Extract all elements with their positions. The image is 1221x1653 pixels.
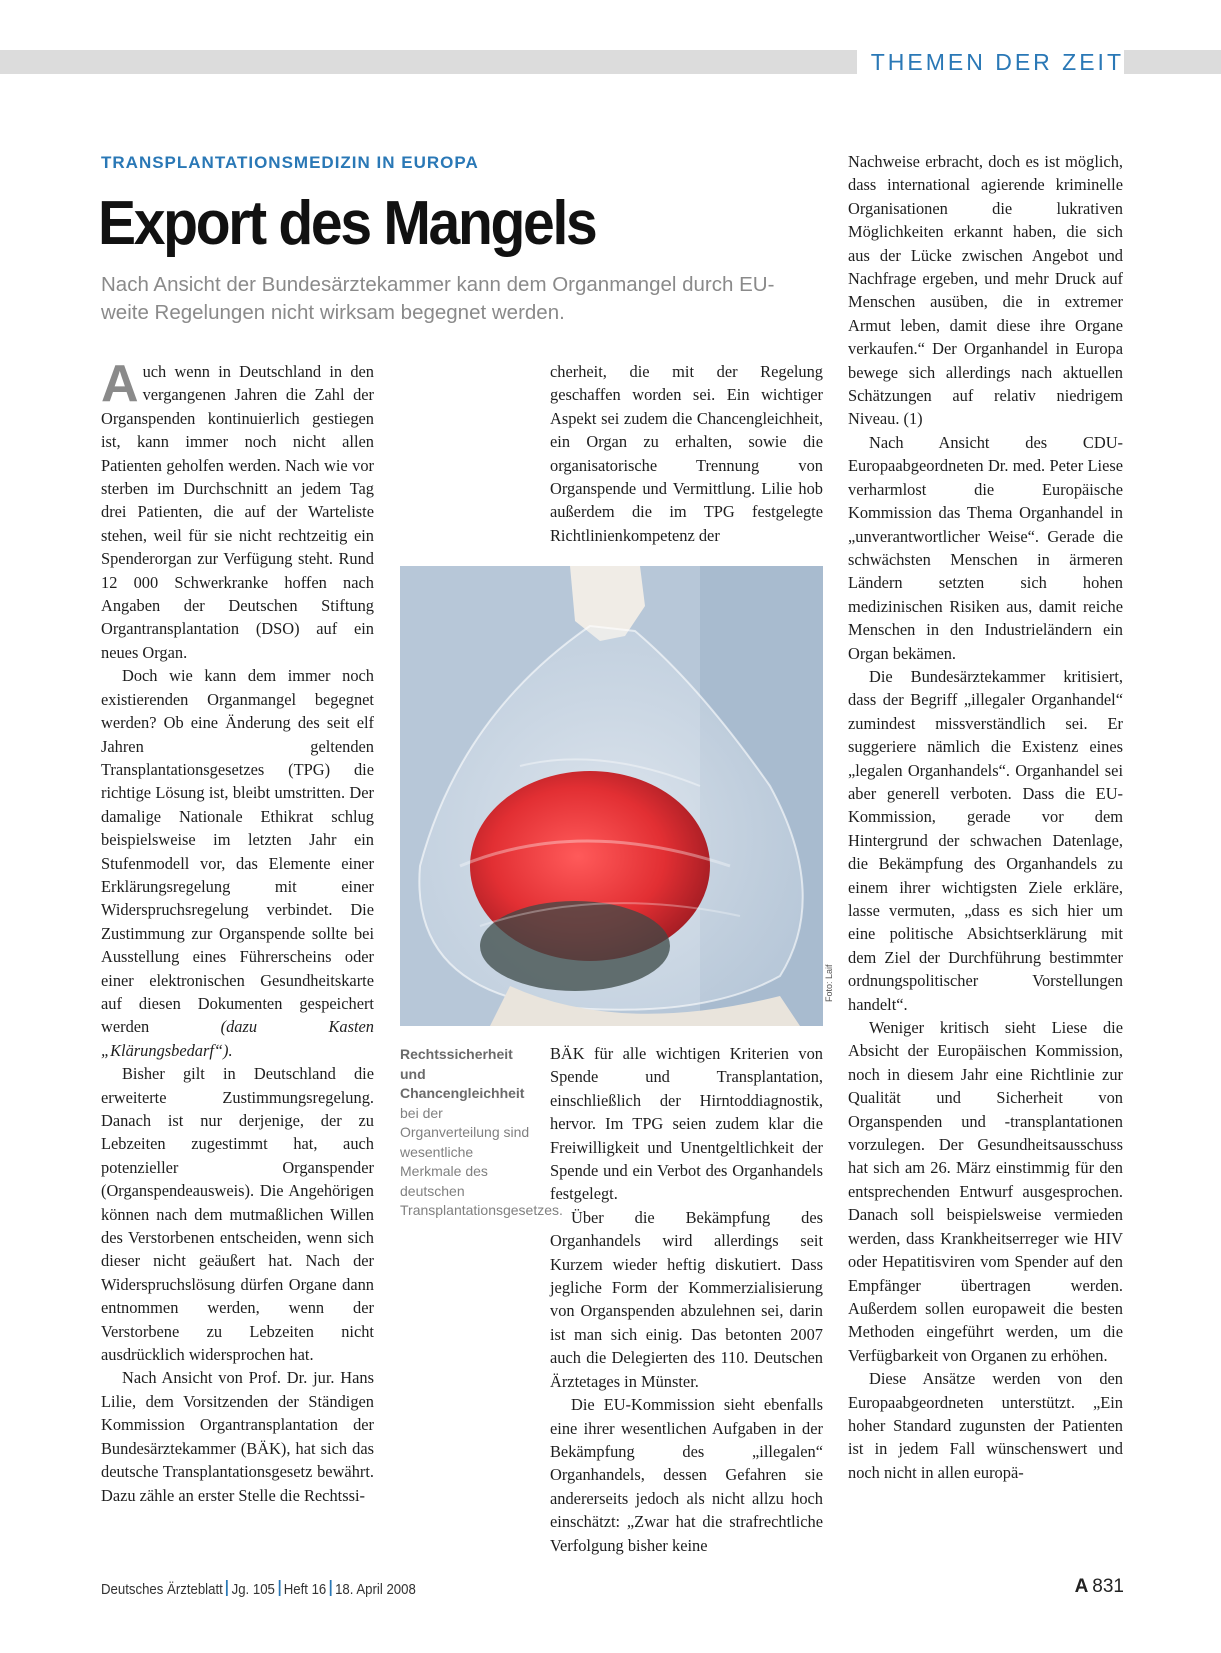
paragraph xyxy=(101,664,374,1062)
paragraph: Nach Ansicht des CDU-Europaabgeordneten Dr. med. Peter Liese verharmlost die Europäische Kommission das Thema Organhandel in „unverantwortlicher Weise“. Gerade die schwächsten Menschen in ärmeren Ländern setzten sich hohen medizinischen Risiken aus, damit reiche Menschen in den Industrieländern ein Organ bekämen. xyxy=(848,432,1123,663)
paragraph: BÄK für alle wichtigen Kriterien von Spende und Transplantation, einschließlich der Hirntoddiagnostik, hervor. Im TPG seien zudem klar die Freiwilligkeit und Unentgeltlichkeit der Spende und ein Verbot des Organhandels festgelegt. xyxy=(550,1044,823,1204)
box-reference: (dazu Kasten „Klärungsbedarf“). xyxy=(101,1017,374,1060)
organ-bag-illustration xyxy=(400,566,823,1026)
article-deck: Nach Ansicht der Bundesärztekammer kann dem Organmangel durch EU-weite Regelungen nicht wirksam begegnet werden. xyxy=(101,273,775,324)
article-photo xyxy=(400,566,823,1026)
photo-caption xyxy=(400,1045,563,1221)
caption-text: bei der Organverteilung sind wesentliche Merkmale des deutschen Transplantationsgesetzes. xyxy=(400,1104,563,1218)
caption-bold: Rechtssicherheit und Chancengleichheit xyxy=(400,1046,525,1101)
journal-name: Deutsches Ärzteblatt xyxy=(101,1581,223,1598)
article-headline: Export des Mangels xyxy=(98,189,596,258)
paragraph: Nach Ansicht von Prof. Dr. jur. Hans Lilie, dem Vorsitzenden der Ständigen Kommission Organtransplantation der Bundesärztekammer (BÄK), hat sich das deutsche Transplantationsgesetz bewährt. Dazu zähle an erster Stelle die Rechtssi- xyxy=(101,1368,374,1505)
column-1 xyxy=(101,355,374,1507)
paragraph: Die EU-Kommission sieht ebenfalls eine ihrer wesentlichen Aufgaben in der Bekämpfung des „illegalen“ Organhandels, dessen Gefahren sie andererseits jedoch als nicht allzu hoch einschätzt: „Zwar hat die strafrechtliche Verfolgung bisher keine xyxy=(550,1395,823,1555)
article-kicker: TRANSPLANTATIONSMEDIZIN IN EUROPA xyxy=(101,153,479,172)
drop-cap: A xyxy=(101,355,139,413)
footer-separator xyxy=(330,1580,332,1596)
paragraph: Über die Bekämpfung des Organhandels wird allerdings seit Kurzem wieder heftig diskutiert. Dass jegliche Form der Kommerzialisierung von Organspenden abzulehnen sei, darin ist man sich einig. Das betonten 2007 auch die Delegierten des 110. Deutschen Ärztetages in Münster. xyxy=(550,1207,823,1391)
page-footer xyxy=(101,1580,416,1598)
issue-date: 18. April 2008 xyxy=(335,1581,416,1598)
paragraph: Diese Ansätze werden von den Europaabgeordneten unterstützt. „Ein hoher Standard zugunsten der Patienten ist in jedem Fall wünschenswert und noch nicht in allen europä- xyxy=(848,1369,1123,1482)
paragraph-text: Doch wie kann dem immer noch existierenden Organmangel begegnet werden? Ob eine Änderung des seit elf Jahren geltenden Transplantationsgesetzes (TPG) die richtige Lösung ist, bleibt umstritten. Der damalige Nationale Ethikrat schlug beispielsweise im letzten Jahr ein Stufenmodell vor, das Elemente einer Erklärungsregelung mit einer Widerspruchsregelung verbindet. Die Zustimmung zur Organspende sollte bei Ausstellung eines Führerscheins oder einer elektronischen Gesundheitskarte auf diesen Dokumenten gespeichert werden xyxy=(101,666,374,1037)
paragraph-text: uch wenn in Deutschland in den vergangenen Jahren die Zahl der Organspenden kontinuierlich gestiegen ist, kann immer noch nicht allen Patienten geholfen werden. Nach wie vor sterben im Durchschnitt an jedem Tag drei Patienten, die auf der Warteliste stehen, weil für sie nicht rechtzeitig ein Spenderorgan zur Verfügung steht. Rund 12 000 Schwerkranke hoffen nach Angaben der Deutschen Stiftung Organtransplantation (DSO) auf ein neues Organ. xyxy=(101,362,374,662)
footer-separator xyxy=(226,1580,228,1596)
page-number-value: 831 xyxy=(1092,1576,1124,1597)
page-prefix: A xyxy=(1074,1576,1089,1597)
column-3 xyxy=(848,150,1123,1484)
footer-separator xyxy=(278,1580,280,1596)
paragraph: Nachweise erbracht, doch es ist möglich, dass international agierende kriminelle Organisationen die lukrativen Möglichkeiten erkannt haben, die sich aus der Lücke zwischen Angebot und Nachfrage ergeben, und mehr Druck auf Menschen ausüben, die in extremer Armut leben, damit diese ihre Organe verkaufen.“ Der Organhandel in Europa bewege sich allerdings nach aktuellen Schätzungen auf relativ niedrigem Niveau. (1) xyxy=(848,152,1123,429)
page-number xyxy=(1075,1576,1124,1598)
paragraph: cherheit, die mit der Regelung geschaffen worden sei. Ein wichtiger Aspekt sei zudem die Chancengleichheit, ein Organ zu erhalten, sowie die organisatorische Trennung von Organspende und Vermittlung. Lilie hob außerdem die im TPG festgelegte Richtlinienkompetenz der xyxy=(550,362,823,545)
column-2-top xyxy=(550,360,823,547)
issue: Heft 16 xyxy=(283,1581,327,1598)
paragraph: Weniger kritisch sieht Liese die Absicht der Europäischen Kommission, noch in diesem Jahr eine Richtlinie zur Qualität und Sicherheit von Organspenden und -transplantationen vorzulegen. Der Gesundheitsausschuss hat sich am 26. März einstimmig für den entsprechenden Entwurf ausgesprochen. Danach soll beispielsweise vermieden werden, dass Krankheitserreger wie HIV oder Hepatitisviren vom Spender auf den Empfänger übertragen werden. Außerdem sollen europaweit die besten Methoden eingeführt werden, um die Verfügbarkeit von Organen zu erhöhen. xyxy=(848,1018,1123,1365)
paragraph: Bisher gilt in Deutschland die erweiterte Zustimmungsregelung. Danach ist nur derjenige, der zu Lebzeiten zugestimmt hat, auch potenzieller Organspender (Organspendeausweis). Die Angehörigen können nach dem mutmaßlichen Willen des Verstorbenen entscheiden, wenn sich dieser nicht geäußert hat. Nach der Widerspruchslösung dürfen Organe dann entnommen werden, wenn der Verstorbene zu Lebzeiten nicht ausdrücklich widersprochen hat. xyxy=(101,1064,374,1365)
volume: Jg. 105 xyxy=(231,1581,275,1598)
photo-credit: Foto: Laif xyxy=(824,964,834,1002)
paragraph: Die Bundesärztekammer kritisiert, dass der Begriff „illegaler Organhandel“ zumindest missverständlich sei. Er suggeriere nämlich die Existenz eines „legalen Organhandels“. Organhandel sei aber generell verboten. Dass die EU-Kommission, gerade vor dem Hintergrund der schwachen Datenlage, die Bekämpfung des Organhandels zu einem ihrer wichtigsten Ziele erkläre, lasse vermuten, „dass es sich hier um eine politische Absichtserklärung mit dem Ziel der Durchführung bestimmter ordnungspolitischer Vorstellungen handelt“. xyxy=(848,666,1123,1014)
section-label: THEMEN DER ZEIT xyxy=(857,47,1124,77)
column-2-bottom xyxy=(550,1042,823,1557)
paragraph xyxy=(101,355,374,664)
